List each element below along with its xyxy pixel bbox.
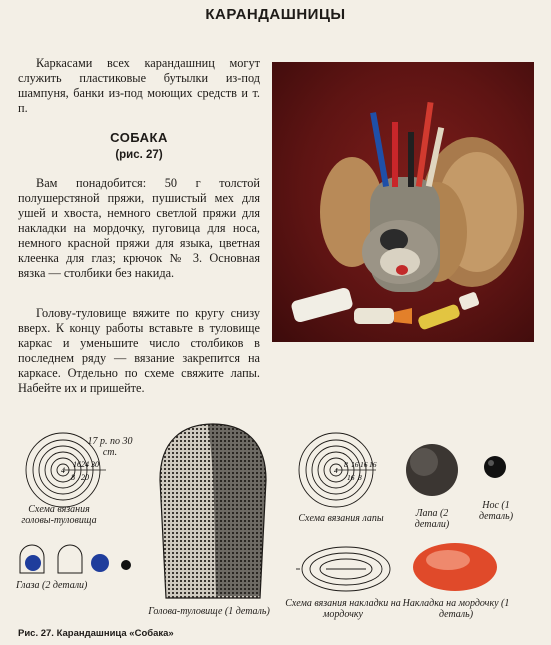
paw-scheme-number: 16 — [347, 473, 355, 482]
paw-scheme-number: 8 — [344, 460, 348, 469]
paw-scheme-label: Схема вязания лапы — [298, 513, 384, 524]
paw-scheme-number: 16 — [360, 460, 368, 469]
head-scheme-number: 16 — [73, 460, 81, 469]
paw-shape — [402, 440, 462, 500]
head-scheme-number: 30 — [91, 460, 99, 469]
head-scheme-number: 24 — [81, 460, 89, 469]
eyes-illustration — [18, 543, 138, 577]
nose-label: Нос (1 деталь) — [478, 500, 514, 522]
muzzle-label: Накладка на мордочку (1 деталь) — [402, 598, 510, 620]
paw-scheme — [296, 430, 386, 512]
paw-scheme-number: 8 — [358, 473, 362, 482]
head-scheme-note: 17 р. по 30 ст. — [87, 436, 133, 458]
eyes-label: Глаза (2 детали) — [16, 580, 88, 591]
section-title: СОБАКА — [110, 130, 168, 145]
materials-paragraph: Вам понадобится: 50 г толстой полушерстяной пряжи, пушистый мех для ушей и хвоста, немного светлой пряжи для накладки на мордочку, пуговица для носа, немного красной пряжи для языка, цветная клеенка для глаз; крючок № 3. Основная вязка — столбики без накида. — [18, 176, 260, 280]
eye-blue-icon — [25, 555, 41, 571]
instructions-paragraph: Голову-туловище вяжите по кругу снизу вверх. К концу работы вставьте в туловище каркас и уменьшите число столбиков в последнем ряду — вязание закрепится на каркасе. Отдельно по схеме свяжите лапы. Набейте их и пришейте. — [18, 306, 260, 395]
dog-pencil-holder-photo — [272, 62, 534, 342]
head-body-shape — [148, 420, 278, 602]
figure-reference: (рис. 27) — [115, 149, 163, 161]
paw-scheme-number: 16 — [351, 460, 359, 469]
muzzle-scheme-label: Схема вязания накладки на мордочку — [285, 598, 401, 620]
figure-caption: Рис. 27. Карандашница «Собака» — [18, 628, 174, 639]
head-scheme-number: 8 — [71, 473, 75, 482]
paw-scheme-number: 4 — [334, 466, 338, 475]
head-body-label: Голова-туловище (1 деталь) — [148, 606, 270, 617]
head-scheme-number: 20 — [81, 473, 89, 482]
nose-shape — [480, 452, 510, 482]
head-scheme-label: Схема вязания головы-туловища — [21, 504, 97, 526]
paw-label: Лапа (2 детали) — [414, 508, 450, 530]
intro-paragraph: Каркасами всех карандашниц могут служить пластиковые бутылки из-под шампуня, банки из-под моющих средств и т. п. — [18, 56, 260, 115]
page-title: КАРАНДАШНИЦЫ — [205, 6, 346, 23]
photo-illustration — [272, 62, 534, 342]
head-scheme-number: 4 — [61, 466, 65, 475]
pupil-icon — [121, 560, 131, 570]
muzzle-scheme — [296, 541, 396, 597]
paw-scheme-number: 16 — [369, 460, 377, 469]
muzzle-overlay-shape — [410, 540, 500, 594]
eye-blue-icon — [91, 554, 109, 572]
